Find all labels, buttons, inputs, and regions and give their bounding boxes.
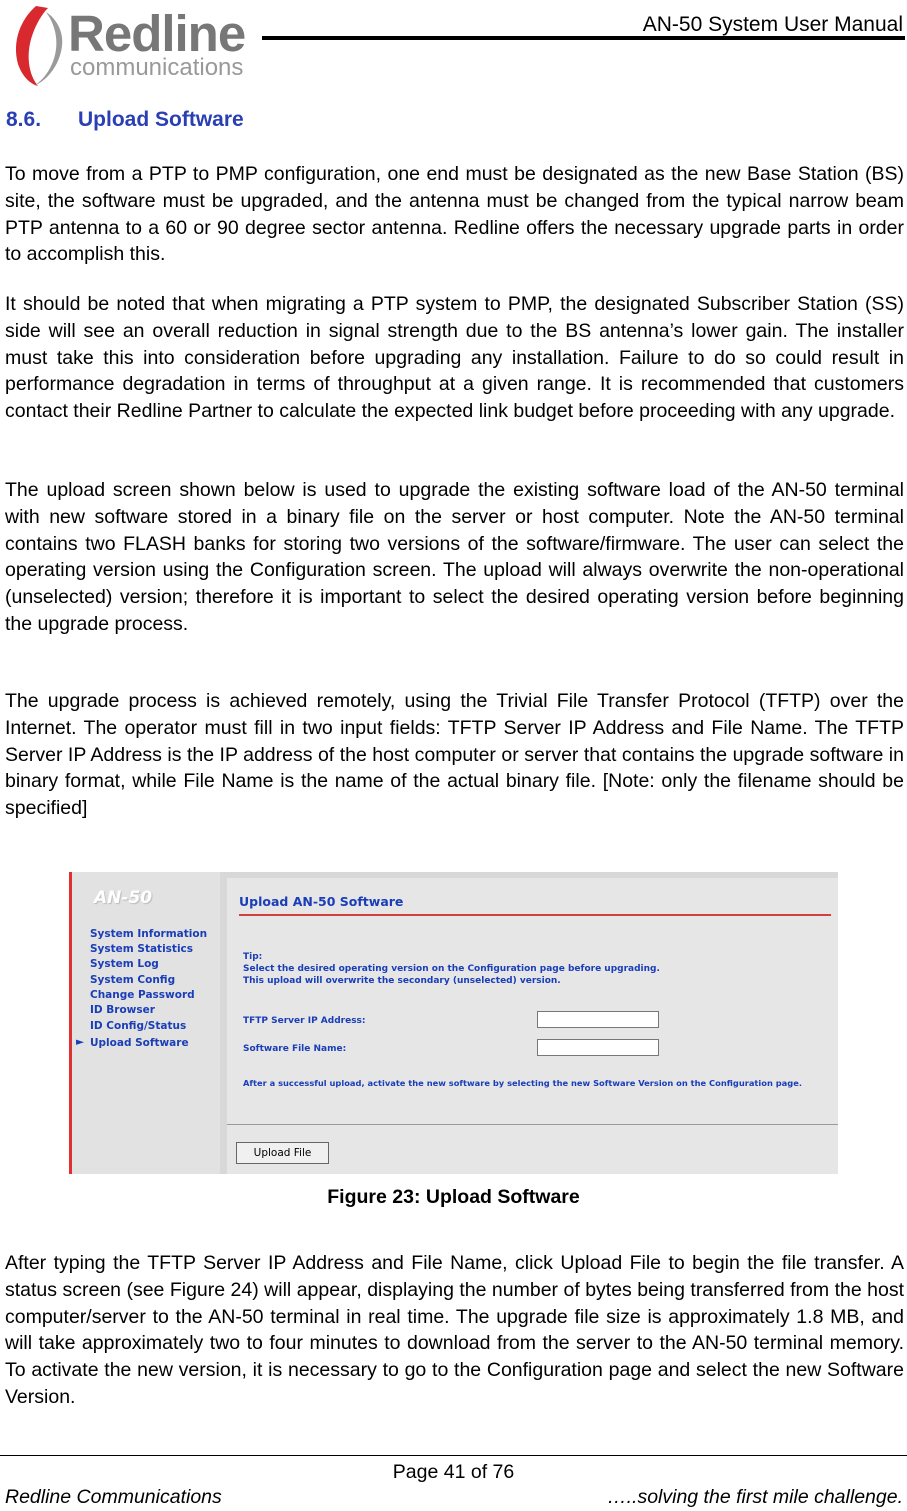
nav-id-browser[interactable]: ID Browser [90,1004,155,1016]
page-number: Page 41 of 76 [392,1461,515,1483]
upload-file-button[interactable]: Upload File [236,1142,329,1164]
nav-system-config[interactable]: System Config [90,974,176,986]
tftp-ip-label: TFTP Server IP Address: [243,1016,366,1026]
screenshot-main-panel [227,878,838,1174]
page-header [0,0,907,90]
nav-upload-software[interactable]: Upload Software [90,1037,189,1049]
footer-company: Redline Communications [5,1486,222,1508]
body-paragraph: The upgrade process is achieved remotely, using the Trivial File Transfer Protocol (TFTP) over the Internet. The operator must fill in two input fields: TFTP Server IP Address and File Name. The TFTP Server IP Address is the IP address of the host computer or server that contains the upgrade software in binary format, while File Name is the name of the actual binary file. [Note: only the filename should be specified] [5,690,904,820]
tip-line-1: Select the desired operating version on the Configuration page before upgrading. [243,964,660,974]
tftp-ip-input[interactable] [537,1011,659,1028]
footer-rule [0,1455,907,1456]
section-number: 8.6. [6,108,42,131]
footer-tagline: …..solving the first mile challenge. [607,1486,903,1508]
body-paragraph: It should be noted that when migrating a PTP system to PMP, the designated Subscriber Station (SS) side will see an overall reduction in signal strength due to the BS antenna’s lower gain. The installer must take this into consideration before upgrading any installation. Failure to do so could result in performance degradation in terms of throughput at a given range. It is recommended that customers contact their Redline Partner to calculate the expected link budget before proceeding with any upgrade. [5,293,904,423]
nav-change-password[interactable]: Change Password [90,989,195,1001]
body-paragraph: The upload screen shown below is used to upgrade the existing software load of the AN-50 terminal with new software stored in a binary file on the server or host computer. Note the AN-50 terminal contains two FLASH banks for storing two versions of the software/firmware. The user can select the operating version using the Configuration screen. The upload will always overwrite the non-operational (unselected) version; therefore it is important to select the desired operating version before beginning the upgrade process. [5,479,904,635]
screenshot-separator [227,1124,838,1125]
screenshot-page-title: Upload AN-50 Software [239,894,404,909]
redline-swoosh-icon [6,2,66,88]
screenshot-sidebar [69,872,220,1174]
body-paragraph: To move from a PTP to PMP configuration, one end must be designated as the new Base Station (BS) site, the software must be upgraded, and the antenna must be changed from the typical narrow beam PTP antenna to a 60 or 90 degree sector antenna. Redline offers the necessary upgrade parts in order to accomplish this. [5,163,904,266]
logo-wordmark: Redline [68,5,246,62]
file-name-input[interactable] [537,1039,659,1056]
tip-label: Tip: [243,952,263,962]
tip-line-2: This upload will overwrite the secondary (unselected) version. [243,976,561,986]
section-title: Upload Software [78,108,244,131]
screenshot-title-rule [239,914,831,916]
sidebar-title: AN-50 [94,888,153,908]
nav-system-information[interactable]: System Information [90,928,208,940]
post-upload-note: After a successful upload, activate the new software by selecting the new Software Version on the Configuration page. [243,1078,802,1088]
section-heading [6,108,244,132]
figure-caption: Figure 23: Upload Software [327,1186,580,1208]
file-name-label: Software File Name: [243,1044,347,1054]
redline-logo [6,2,256,88]
body-paragraph: After typing the TFTP Server IP Address and File Name, click Upload File to begin the file transfer. A status screen (see Figure 24) will appear, displaying the number of bytes being transferred from the host computer/server to the AN-50 terminal in real time. The upgrade file size is approximately 1.8 MB, and will take approximately two to four minutes to download from the server to the AN-50 terminal memory. To activate the new version, it is necessary to go to the Configuration page and select the new Software Version. [5,1252,904,1408]
manual-title: AN-50 System User Manual [642,13,903,36]
upload-software-screenshot [69,872,838,1174]
logo-subtitle: communications [70,54,244,81]
active-arrow-icon: ► [76,1036,85,1048]
nav-system-statistics[interactable]: System Statistics [90,943,194,955]
nav-id-config-status[interactable]: ID Config/Status [90,1020,187,1032]
nav-system-log[interactable]: System Log [90,958,159,970]
